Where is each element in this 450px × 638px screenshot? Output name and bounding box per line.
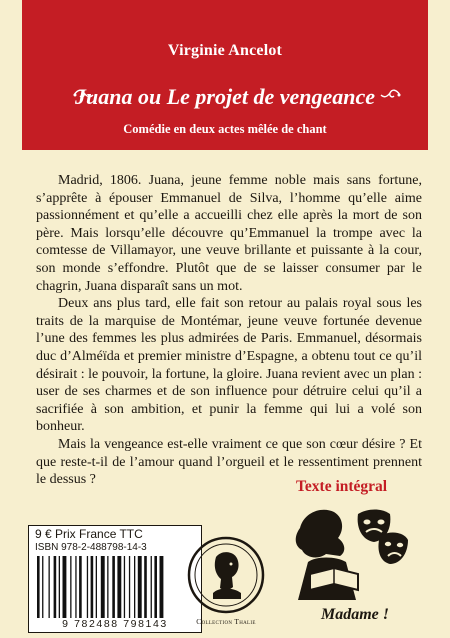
imprint-name: Madame ! xyxy=(321,606,389,623)
price-text: 9 € Prix France TTC xyxy=(35,527,143,541)
collection-name: Collection Thalie xyxy=(196,617,256,626)
summary-paragraph: Deux ans plus tard, elle fait son retour au palais royal sous les traits de la marquise de Montémar, jeune veuve fortunée devenue l’une des femmes les plus admirées de Paris. Emmanuel, désormais duc d’Alméïda et premier ministre d’Espagne, a obtenu tout ce qu’il désirait : le pouvoir, la fortune, la gloire. Juana revient avec un plan : user de ses charmes et de son influence pour détruire celui qu’il a sacrifiée à son ambition, et punir la femme qui lui a volé son bonheur. xyxy=(36,296,422,435)
isbn-text: ISBN 978-2-488798-14-3 xyxy=(35,542,147,553)
book-title: Juana ou Le projet de vengeance xyxy=(74,84,376,109)
barcode-digits: 9 782488 798143 xyxy=(62,618,168,630)
integral-text-label: Texte intégral xyxy=(296,478,388,495)
barcode-icon xyxy=(35,556,195,618)
book-subtitle: Comédie en deux actes mêlée de chant xyxy=(123,122,327,136)
summary-paragraph: Madrid, 1806. Juana, jeune femme noble mais sans fortune, s’apprête à épouser Emmanuel de Silva, l’homme qu’elle aime passionnément et qu’elle a accueilli chez elle après la mort de son père. Mais lorsqu’elle découvre qu’Emmanuel la trompe avec la comtesse de Villamayor, une veuve brillante et puissante à la cour, son monde s’effondre. Plutôt que de se laisser consumer par le chagrin, Juana disparaît sans un mot. xyxy=(36,173,422,294)
summary-paragraph: Mais la vengeance est-elle vraiment ce que son cœur désire ? Et que reste-t-il de l’amour quand l’orgueil et le ressentiment prennent le dessus ? xyxy=(36,436,422,488)
ornament-icon xyxy=(380,87,402,103)
reading-woman-theatre-masks-icon xyxy=(286,500,412,608)
summary-text xyxy=(36,172,422,489)
price-isbn-label xyxy=(28,525,202,633)
title-banner xyxy=(22,0,428,150)
author-name: Virginie Ancelot xyxy=(167,42,283,59)
thalie-medallion-icon xyxy=(186,535,266,615)
